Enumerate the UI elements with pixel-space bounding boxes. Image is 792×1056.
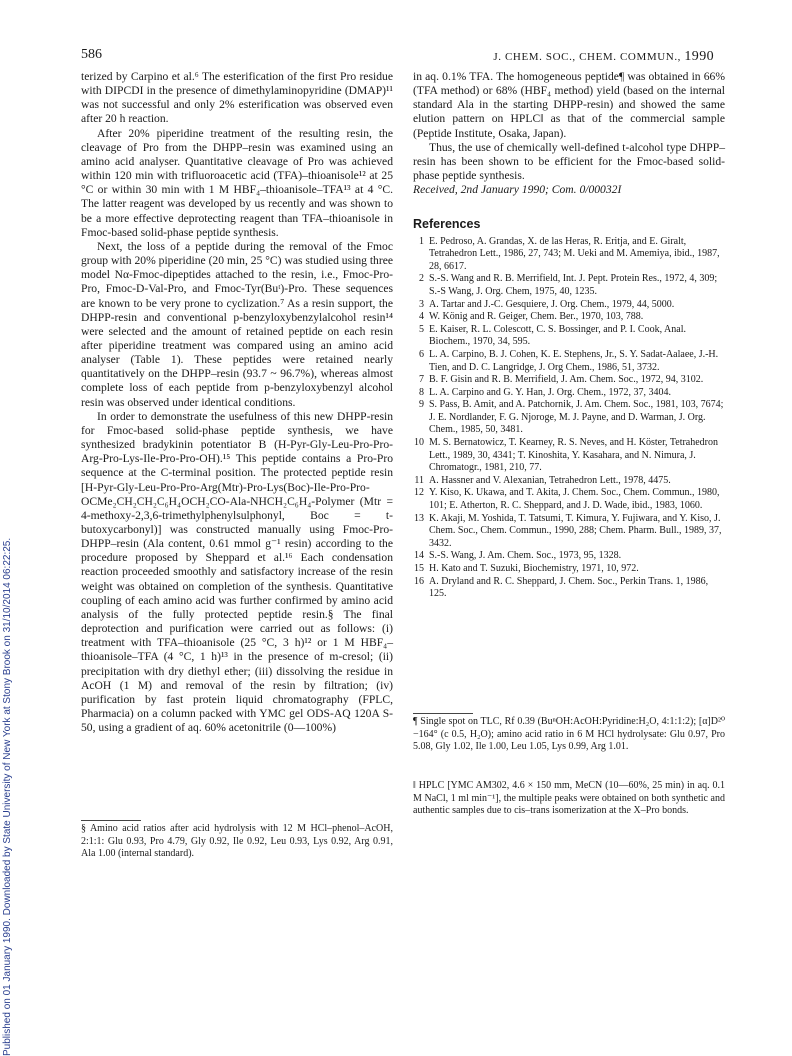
reference-item: 9 S. Pass, B. Amit, and A. Patchornik, J. Am. Chem. Soc., 1981, 103, 7674; J. E. Nordlander, F. G. Njoroge, M. J. Payne, and D. Warman, J. Org. Chem., 1985, 50, 3481. [419,399,724,436]
footnote-section: § Amino acid ratios after acid hydrolysis with 12 M HCl–phenol–AcOH, 2:1:1: Glu 0.93, Pro 4.79, Gly 0.92, Ile 0.92, Leu 0.93, Lys 0.92, Arg 0.91, Ala 1.00 (internal standard). [81,823,393,860]
references-heading: References [413,217,481,232]
paragraph: In order to demonstrate the usefulness of this new DHPP-resin for Fmoc-based solid-phase peptide synthesis, we have synthesized bradykinin potentiator B (H-Pyr-Gly-Leu-Pro-Pro-Arg-Pro-Lys-Ile-Pro-Pro-OH).¹⁵ This peptide contains a Pro-Pro sequence at the C-terminal position. The protected peptide resin [H-Pyr-Gly-Leu-Pro-Pro-Arg(Mtr)-Pro-Lys(Boc)-Ile-Pro-Pro-OCMe₂CH₂CH₂C₆H₄OCH₂CO-Ala-NHCH₂C₆H₄-Polymer (Mtr = 4-methoxy-2,3,6-trimethylphenylsulphonyl, Boc = t-butoxycarbonyl)] was constructed manually using Fmoc-Pro-DHPP–resin (Ala content, 0.61 mmol g⁻¹ resin) according to the procedure proposed by Sheppard et al.¹⁶ Each condensation reaction proceeded smoothly and satisfactory increase of the resin weight was obtained on completion of the synthesis. Quantitative coupling of each amino acid was further confirmed by amino acid analysis of the fully protected peptide resin.§ The final deprotection and purification were carried out as follows: (i) treatment with TFA–thioanisole (25 °C, 3 h)¹² or 1 M HBF₄–thioanisole–TFA (4 °C, 1 h)¹³ in the presence of m-cresol; (ii) precipitation with dry diethyl ether; (iii) dissolving the residue in AcOH (1 M) and removal of the resin by filtration; (iv) purification by fast protein liquid chromatography (FPLC, Pharmacia) on a column packed with YMC gel ODS-AQ 120A S-50, using a gradient of aq. 60% acetonitrile (0—100%) [81,409,393,735]
reference-item: 14 S.-S. Wang, J. Am. Chem. Soc., 1973, 95, 1328. [414,550,622,562]
footnote-parallel: ‖ HPLC [YMC AM302, 4.6 × 150 mm, MeCN (10—60%, 25 min) in aq. 0.1 M NaCl, 1 ml min⁻¹], the multiple peaks were obtained on both synthetic and authentic samples due to cis–trans isomerization at the X–Pro bonds. [413,780,725,817]
reference-item: 8 L. A. Carpino and G. Y. Han, J. Org. Chem., 1972, 37, 3404. [419,386,672,398]
reference-item: 12 Y. Kiso, K. Ukawa, and T. Akita, J. Chem. Soc., Chem. Commun., 1980, 101; E. Atherton, R. C. Sheppard, and J. D. Wade, ibid., 1983, 1060. [414,487,720,512]
left-column [81,70,393,735]
reference-item: 13 K. Akaji, M. Yoshida, T. Tatsumi, T. Kimura, Y. Fujiwara, and Y. Kiso, J. Chem. Soc., Chem. Commun., 1990, 288; Chem. Pharm. Bull., 1989, 37, 3432. [414,512,722,549]
journal-name: J. CHEM. SOC., CHEM. COMMUN., [493,51,682,63]
reference-item: 3 A. Tartar and J.-C. Gesquiere, J. Org. Chem., 1979, 44, 5000. [419,298,675,310]
reference-item: 4 W. König and R. Geiger, Chem. Ber., 1970, 103, 788. [419,311,644,323]
footnote-rule [413,713,473,714]
paragraph: Next, the loss of a peptide during the removal of the Fmoc group with 20% piperidine (20 min, 25 °C) was studied using three model Nα-Fmoc-dipeptides attached to the resin, i.e., Fmoc-Pro-Pro, Fmoc-D-Val-Pro, and Fmoc-Tyr(Buᵗ)-Pro. These sequences are known to be very prone to cyclization.⁷ As a resin support, the DHPP-resin and conventional p-benzyloxybenzylalcohol resin¹⁴ were selected and the amount of retained peptide on each resin after piperidine treatment was compared using an amino acid analyser (Table 1). These peptides were retained nearly quantitatively on the DHPP–resin (93.7 ~ 96.7%), whereas almost complete loss of each peptide from p-benzyloxybenzyl alcohol resin was observed under identical conditions. [81,239,393,409]
paragraph: terized by Carpino et al.⁶ The esterification of the first Pro residue with DIPCDI in the presence of dimethylaminopyridine (DMAP)¹¹ was not successful and only 2% esterification was observed even after 20 h reaction. [81,70,393,126]
right-column [413,70,725,601]
paragraph: Thus, the use of chemically well-defined t-alcohol type DHPP–resin has been shown to be efficient for the Fmoc-based solid-phase peptide synthesis. [413,140,725,183]
reference-item: 16 A. Dryland and R. C. Sheppard, J. Chem. Soc., Perkin Trans. 1, 1986, 125. [414,575,709,600]
download-notice: Published on 01 January 1990. Downloaded by State University of New York at Stony Brook on 31/10/2014 06:22:25. [2,537,13,1056]
footnote-rule [81,820,141,821]
reference-item: 5 E. Kaiser, R. L. Colescott, C. S. Bossinger, and P. I. Cook, Anal. Biochem., 1970, 34, 595. [419,323,686,348]
reference-item: 2 S.-S. Wang and R. B. Merrifield, Int. J. Pept. Protein Res., 1972, 4, 309; S.-S Wang, J. Org. Chem, 1975, 40, 1235. [419,273,718,297]
reference-item: 15 H. Kato and T. Suzuki, Biochemistry, 1971, 10, 972. [414,563,639,574]
reference-item: 6 L. A. Carpino, B. J. Cohen, K. E. Stephens, Jr., S. Y. Sadat-Aalaee, J.-H. Tien, and D. C. Langridge, J. Org Chem., 1986, 51, 3732. [419,348,719,373]
reference-item: 7 B. F. Gisin and R. B. Merrifield, J. Am. Chem. Soc., 1972, 94, 3102. [419,374,704,386]
reference-item: 10 M. S. Bernatowicz, T. Kearney, R. S. Neves, and H. Köster, Tetrahedron Lett., 1989, 30, 4341; T. Kinoshita, Y. Kasahara, and N. Nimura, J. Chromatogr., 1981, 210, 77. [414,437,719,474]
footnote-pilcrow: ¶ Single spot on TLC, Rf 0.39 (BuⁿOH:AcOH:Pyridine:H₂O, 4:1:1:2); [α]D²⁰ −164° (c 0.5, H₂O); amino acid ratio in 6 M HCl hydrolysate: Glu 0.97, Pro 5.08, Gly 1.02, Ile 1.00, Leu 1.05, Lys 0.99, Arg 1.01. [413,716,725,753]
reference-item: 1 E. Pedroso, A. Grandas, X. de las Heras, R. Eritja, and E. Giralt, Tetrahedron Lett., 1986, 27, 743; M. Ueki and M. Amemiya, ibid., 1987, 28, 6617. [419,235,720,272]
received-date: Received, 2nd January 1990; Com. 0/00032I [413,183,622,197]
journal-year: 1990 [684,49,714,64]
references-list [413,236,725,601]
paragraph: After 20% piperidine treatment of the resulting resin, the cleavage of Pro from the DHPP–resin was examined using an amino acid analyser. Quantitative cleavage of Pro was achieved within 120 min with trifluoroacetic acid (TFA)–thioanisole¹² at 25 °C or within 30 min with 1 M HBF₄–thioanisole–TFA¹³ at 4 °C. The latter reagent was developed by us recently and was shown to be a more effective deprotecting reagent than TFA–thioanisole in Fmoc-based solid-phase peptide synthesis. [81,126,393,239]
page-number: 586 [81,47,102,62]
paragraph: in aq. 0.1% TFA. The homogeneous peptide¶ was obtained in 66% (TFA method) or 68% (HBF₄ method) yield (based on the internal standard Ala in the starting DHPP-resin) and showed the same elution pattern on HPLC‖ as that of the commercial sample (Peptide Institute, Osaka, Japan). [413,70,725,140]
journal-header [493,49,714,65]
reference-item: 11 A. Hassner and V. Alexanian, Tetrahedron Lett., 1978, 4475. [414,474,671,486]
